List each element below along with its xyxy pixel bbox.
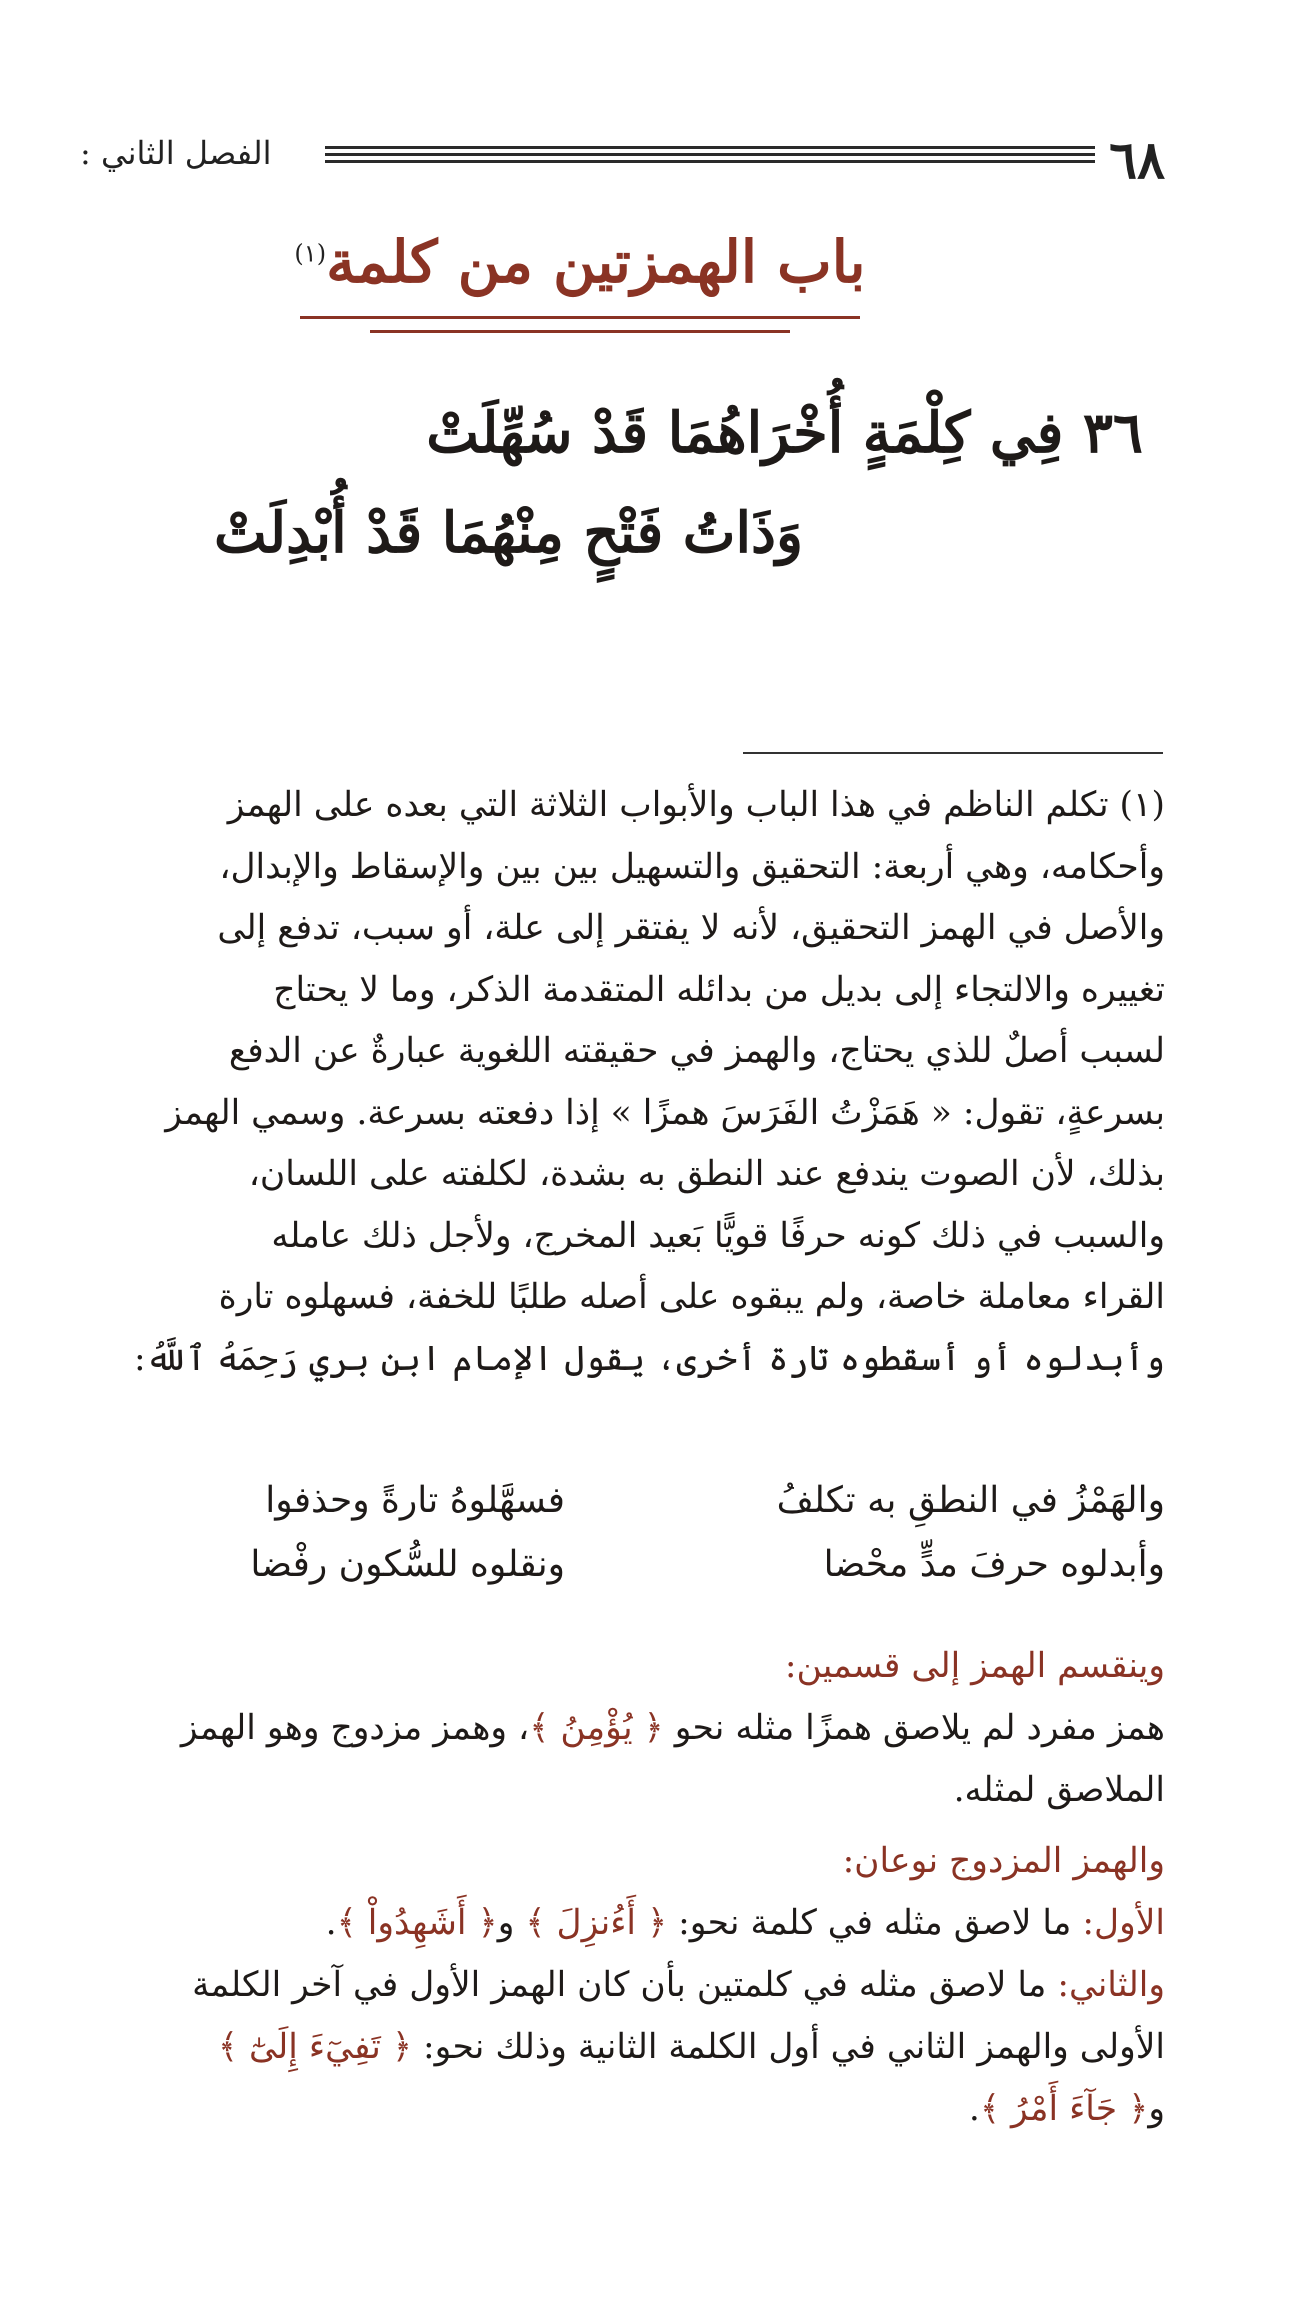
section-paired-hamz [130, 1830, 1165, 2140]
poem-couplet [130, 1470, 1165, 1598]
running-header [80, 130, 1165, 200]
footnote-line: والأصل في الهمز التحقيق، لأنه لا يفتقر إلى علة، أو سبب، تدفع إلى [217, 908, 1165, 948]
couplet-hemistich: فسهَّلوهُ تارةً وحذفوا [265, 1480, 565, 1521]
quran-quote: ﴿ أَءُنزِلَ ﴾ [525, 1903, 668, 1943]
verse-line-1: ٣٦ فِي كِلْمَةٍ أُخْرَاهُمَا قَدْ سُهِّلَتْ [426, 400, 1143, 466]
quran-quote: ﴿ جَآءَ أَمْرُ ﴾ [979, 2089, 1149, 2129]
couplet-hemistich: ونقلوه للسُّكون رفْضا [250, 1544, 565, 1585]
footnote-line: لسبب أصلٌ للذي يحتاج، والهمز في حقيقته اللغوية عبارةٌ عن الدفع [228, 1031, 1165, 1071]
subheading: وينقسم الهمز إلى قسمين: [784, 1646, 1165, 1686]
title-underline [300, 316, 860, 319]
paragraph-line: الأول: ما لاصق مثله في كلمة نحو: ﴿ أَءُنزِلَ ﴾ و﴿ أَشَهِدُواْ ﴾. [325, 1903, 1165, 1943]
footnote-line: والسبب في ذلك كونه حرفًا قويًّا بَعيد المخرج، ولأجل ذلك عامله [271, 1215, 1165, 1256]
footnote-line: وأحكامه، وهي أربعة: التحقيق والتسهيل بين بين والإسقاط والإبدال، [219, 846, 1165, 887]
footnote-line: وأبدلوه أو أسقطوه تارة أخرى، يقول الإمام ابن بري رَحِمَهُ ٱللَّهُ: [134, 1338, 1165, 1379]
footnote-body [130, 775, 1165, 1390]
footnote-line: تغييره والالتجاء إلى بديل من بدائله المتقدمة الذكر، وما لا يحتاج [273, 969, 1165, 1010]
paragraph-line: الأولى والهمز الثاني في أول الكلمة الثانية وذلك نحو: ﴿ تَفِيٓءَ إِلَىٰٓ ﴾ [217, 2027, 1165, 2067]
footnote-line: القراء معاملة خاصة، ولم يبقوه على أصله طلبًا للخفة، فسهلوه تارة [218, 1277, 1165, 1317]
footnote-line: بسرعةٍ، تقول: « هَمَزْتُ الفَرَسَ همزًا » إذا دفعته بسرعة. وسمي الهمز [165, 1092, 1165, 1133]
page-number: ٦٨ [1109, 130, 1165, 191]
paragraph-line: همز مفرد لم يلاصق همزًا مثله نحو ﴿ يُؤْمِنُ ﴾، وهمز مزدوج وهو الهمز [180, 1708, 1165, 1748]
footnote-line: (١) تكلم الناظم في هذا الباب والأبواب الثلاثة التي بعده على الهمز [227, 785, 1165, 825]
footnote-separator [743, 752, 1163, 754]
paragraph-line: والثاني: ما لاصق مثله في كلمتين بأن كان الهمز الأول في آخر الكلمة [192, 1965, 1165, 2005]
couplet-hemistich: والهَمْزُ في النطقِ به تكلفُ [776, 1480, 1165, 1521]
chapter-title: الفصل الثاني : [80, 134, 272, 172]
subheading: والهمز المزدوج نوعان: [842, 1841, 1165, 1881]
item-label: الأول: [1082, 1903, 1165, 1943]
section-title: باب الهمزتين من كلمة$^{(١)}$ [294, 228, 866, 296]
footnote-marker: (١) [294, 239, 327, 268]
header-rule [325, 146, 1095, 164]
paragraph-line: و﴿ جَآءَ أَمْرُ ﴾. [968, 2089, 1165, 2129]
item-label: والثاني: [1057, 1965, 1165, 2005]
title-underline-short [370, 330, 790, 333]
verse-line-2: وَذَاتُ فَتْحٍ مِنْهُمَا قَدْ أُبْدِلَتْ [214, 500, 803, 566]
footnote-line: بذلك، لأن الصوت يندفع عند النطق به بشدة، لكلفته على اللسان، [248, 1154, 1165, 1194]
quran-quote: ﴿ أَشَهِدُواْ ﴾ [336, 1903, 498, 1943]
section-hamz-division [130, 1635, 1165, 1821]
paragraph-line: الملاصق لمثله. [953, 1770, 1165, 1810]
quran-quote: ﴿ يُؤْمِنُ ﴾ [529, 1708, 664, 1748]
section-title-block [250, 228, 910, 296]
quran-quote: ﴿ تَفِيٓءَ إِلَىٰٓ ﴾ [217, 2027, 413, 2067]
couplet-hemistich: وأبدلوه حرفَ مدٍّ محْضا [823, 1544, 1165, 1585]
